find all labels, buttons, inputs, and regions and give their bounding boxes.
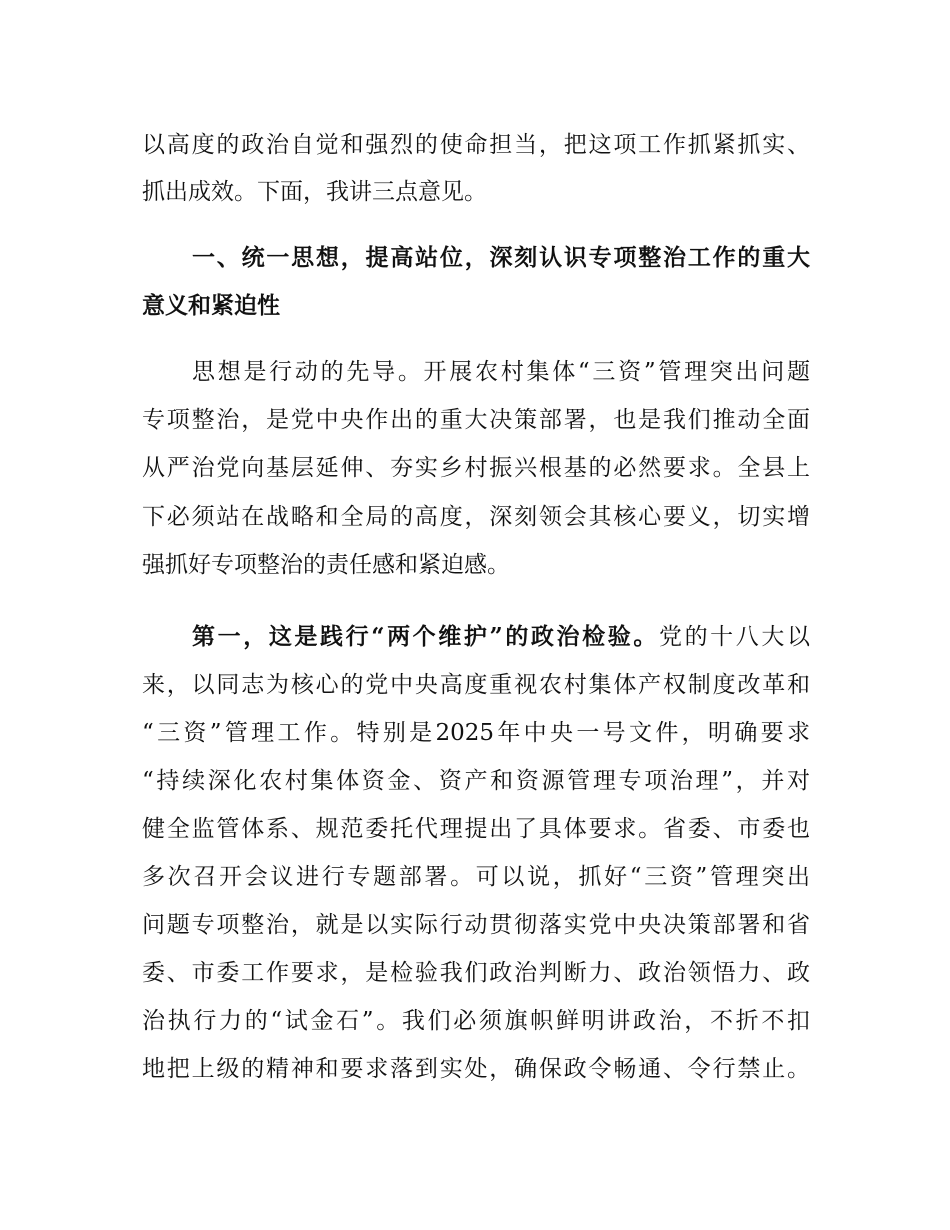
bold-lead: 第一，这是践行“两个维护”的政治检验。 — [192, 623, 659, 650]
paragraph-line: “三资”管理工作。特别是2025年中央一号文件，明确要求 — [142, 720, 810, 746]
paragraph-line: 思想是行动的先导。开展农村集体“三资”管理突出问题 — [192, 359, 810, 385]
paragraph-line: 专项整治，是党中央作出的重大决策部署，也是我们推动全面 — [142, 407, 810, 433]
section-heading: 意义和紧迫性 — [142, 292, 280, 319]
paragraph-line: 多次召开会议进行专题部署。可以说，抓好“三资”管理突出 — [142, 864, 810, 890]
paragraph-line: “持续深化农村集体资金、资产和资源管理专项治理”，并对 — [142, 768, 810, 794]
lead-rest: 党的十八大以 — [658, 624, 810, 650]
paragraph-line: 问题专项整治，就是以实际行动贯彻落实党中央决策部署和省 — [142, 912, 810, 938]
paragraph-line: 下必须站在战略和全局的高度，深刻领会其核心要义，切实增 — [142, 504, 810, 530]
paragraph-line: 委、市委工作要求，是检验我们政治判断力、政治领悟力、政 — [142, 960, 810, 986]
paragraph-line — [192, 621, 810, 653]
section-heading: 一、统一思想，提高站位，深刻认识专项整治工作的重大 — [192, 244, 810, 271]
paragraph-line: 健全监管体系、规范委托代理提出了具体要求。省委、市委也 — [142, 816, 810, 842]
paragraph-line: 从严治党向基层延伸、夯实乡村振兴根基的必然要求。全县上 — [142, 455, 810, 481]
paragraph-line: 强抓好专项整治的责任感和紧迫感。 — [142, 552, 510, 578]
paragraph-line: 地把上级的精神和要求落到实处，确保政令畅通、令行禁止。 — [142, 1056, 810, 1082]
intro-line: 抓出成效。下面，我讲三点意见。 — [142, 179, 487, 205]
paragraph-line: 来，以同志为核心的党中央高度重视农村集体产权制度改革和 — [142, 672, 810, 698]
intro-line: 以高度的政治自觉和强烈的使命担当，把这项工作抓紧抓实、 — [142, 132, 810, 158]
paragraph-line: 治执行力的“试金石”。我们必须旗帜鲜明讲政治，不折不扣 — [142, 1008, 810, 1034]
